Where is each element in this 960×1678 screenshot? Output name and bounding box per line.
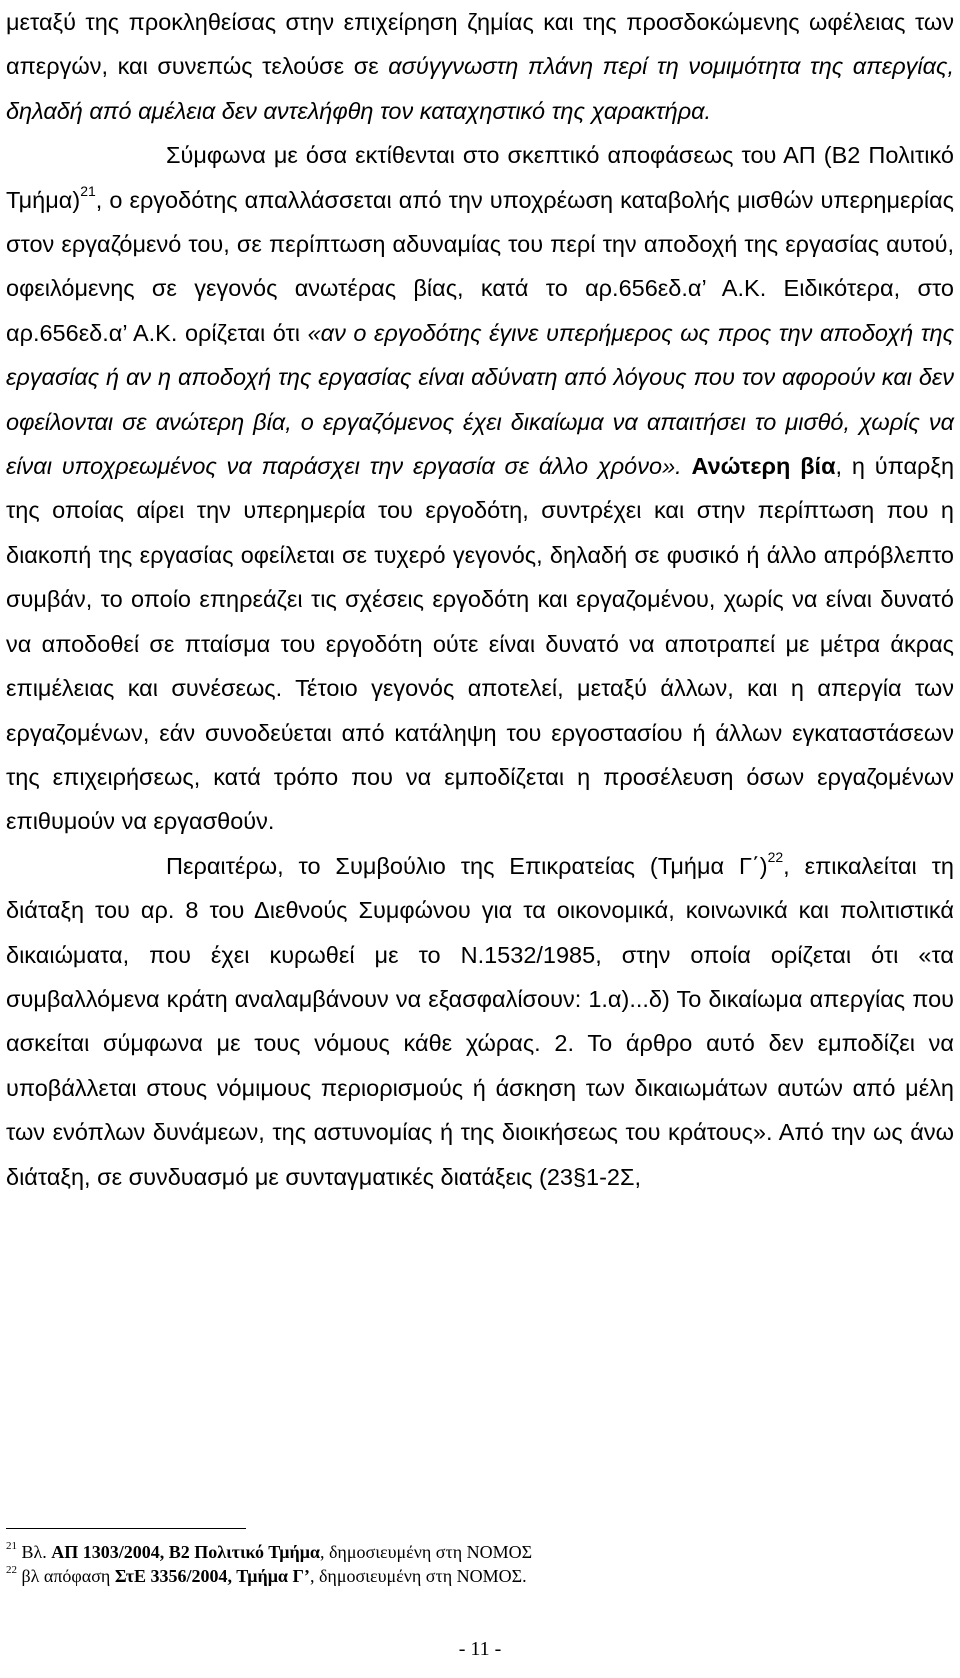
paragraph-1-italic: ασύγγνωστη πλάνη περί τη νομιμότητα της απεργίας, δηλαδή από αμέλεια δεν αντελήφθη τον καταχηστικό της χαρακτήρα.: [6, 53, 955, 124]
footnote-22: [6, 1564, 946, 1588]
footnote-ref-22[interactable]: 22: [767, 848, 784, 865]
footnote-text: Βλ.: [21, 1542, 52, 1562]
footnote-ref-21[interactable]: 21: [80, 182, 96, 199]
footnotes: [6, 1540, 946, 1588]
footnote-number: 22: [6, 1564, 17, 1576]
page-number: - 11 -: [458, 1638, 502, 1660]
footnote-text: , δημοσιευμένη στη ΝΟΜΟΣ: [319, 1542, 533, 1562]
paragraph-1: [6, 0, 954, 133]
footnote-number: 21: [6, 1540, 17, 1552]
paragraph-3-text-b: , επικαλείται τη διάταξη του αρ. 8 του Διεθνούς Συμφώνου για τα οικονομικά, κοινωνικά και πολιτιστικά δικαιώματα, που έχει κυρωθεί με το Ν.1532/1985, στην οποία ορίζεται ότι «τα συμβαλλόμενα κράτη αναλαμβάνουν να εξασφαλίσουν: 1.α)...δ) Το δικαίωμα απεργίας που ασκείται σύμφωνα με τους νόμους κάθε χώρας. 2. Το άρθρο αυτό δεν εμποδίζει να υποβάλλεται στους νόμιμους περιορισμούς ή άσκηση των δικαιωμάτων αυτών από μέλη των ενόπλων δυνάμεων, της αστυνομίας ή της διοικήσεως του κράτους». Από την ως άνω διάταξη, σε συνδυασμό με συνταγματικές διατάξεις (23§1-2Σ,: [6, 852, 955, 1190]
paragraph-2-text-c: , η ύπαρξη της οποίας αίρει την υπερημερία του εργοδότη, συντρέχει και στην περίπτωση που η διακοπή της εργασίας οφείλεται σε τυχερό γεγονός, δηλαδή σε φυσικό ή άλλο απρόβλεπτο συμβάν, το οποίο επηρεάζει τις σχέσεις εργοδότη και εργαζομένου, χωρίς να είναι δυνατό να αποδοθεί σε πταίσμα του εργοδότη ούτε είναι δυνατό να αποτραπεί με μέτρα άκρας επιμέλειας και συνέσεως. Τέτοιο γεγονός αποτελεί, μεταξύ άλλων, και η απεργία των εργαζομένων, εάν συνοδεύεται από κατάληψη του εργοστασίου ή άλλων εγκαταστάσεων της επιχειρήσεως, κατά τρόπο που να εμποδίζεται η προσέλευση όσων εργαζομένων επιθυμούν να εργασθούν.: [6, 453, 955, 835]
paragraph-2-quote: «αν ο εργοδότης έγινε υπερήμερος ως προς την αποδοχή της εργασίας ή αν η αποδοχή της εργασίας είναι αδύνατη από λόγους που τον αφορούν και δεν οφείλονται σε ανώτερη βία, ο εργαζόμενος έχει δικαίωμα να απαιτήσει το μισθό, χωρίς να είναι υποχρεωμένος να παράσχει την εργασία σε άλλο χρόνο».: [6, 319, 954, 480]
footnote-separator: [6, 1528, 246, 1529]
footnote-citation: ΣτΕ 3356/2004, Τμήμα Γ’: [114, 1566, 310, 1586]
paragraph-2-bold-term: Ανώτερη βία: [691, 453, 836, 480]
footnote-text: βλ απόφαση: [21, 1566, 115, 1586]
footnote-21: [6, 1540, 946, 1564]
paragraph-2: [6, 133, 954, 844]
paragraph-2-text-b: , ο εργοδότης απαλλάσσεται από την υποχρέωση καταβολής μισθών υπερημερίας στον εργαζόμενό του, σε περίπτωση αδυναμίας του περί την αποδοχή της εργασίας αυτού, οφειλόμενης σε γεγονός ανωτέρας βίας, κατά το αρ.656εδ.α’ Α.Κ. Ειδικότερα, στο αρ.656εδ.α’ Α.Κ. ορίζεται ότι: [6, 186, 954, 346]
document-body: [6, 0, 954, 1199]
paragraph-3-text-a: Περαιτέρω, το Συμβούλιο της Επικρατείας (Τμήμα Γ΄): [166, 852, 768, 879]
paragraph-3: [6, 844, 954, 1199]
footnote-text: , δημοσιευμένη στη ΝΟΜΟΣ.: [309, 1566, 527, 1586]
footnote-citation: ΑΠ 1303/2004, Β2 Πολιτικό Τμήμα: [51, 1542, 320, 1562]
paragraph-2-text-a: Σύμφωνα με όσα εκτίθενται στο σκεπτικό αποφάσεως του ΑΠ (Β2 Πολιτικό Τμήμα): [6, 142, 954, 213]
paragraph-1-text: μεταξύ της προκληθείσας στην επιχείρηση ζημίας και της προσδοκώμενης ωφέλειας των απεργών, και συνεπώς τελούσε σε: [6, 9, 954, 80]
